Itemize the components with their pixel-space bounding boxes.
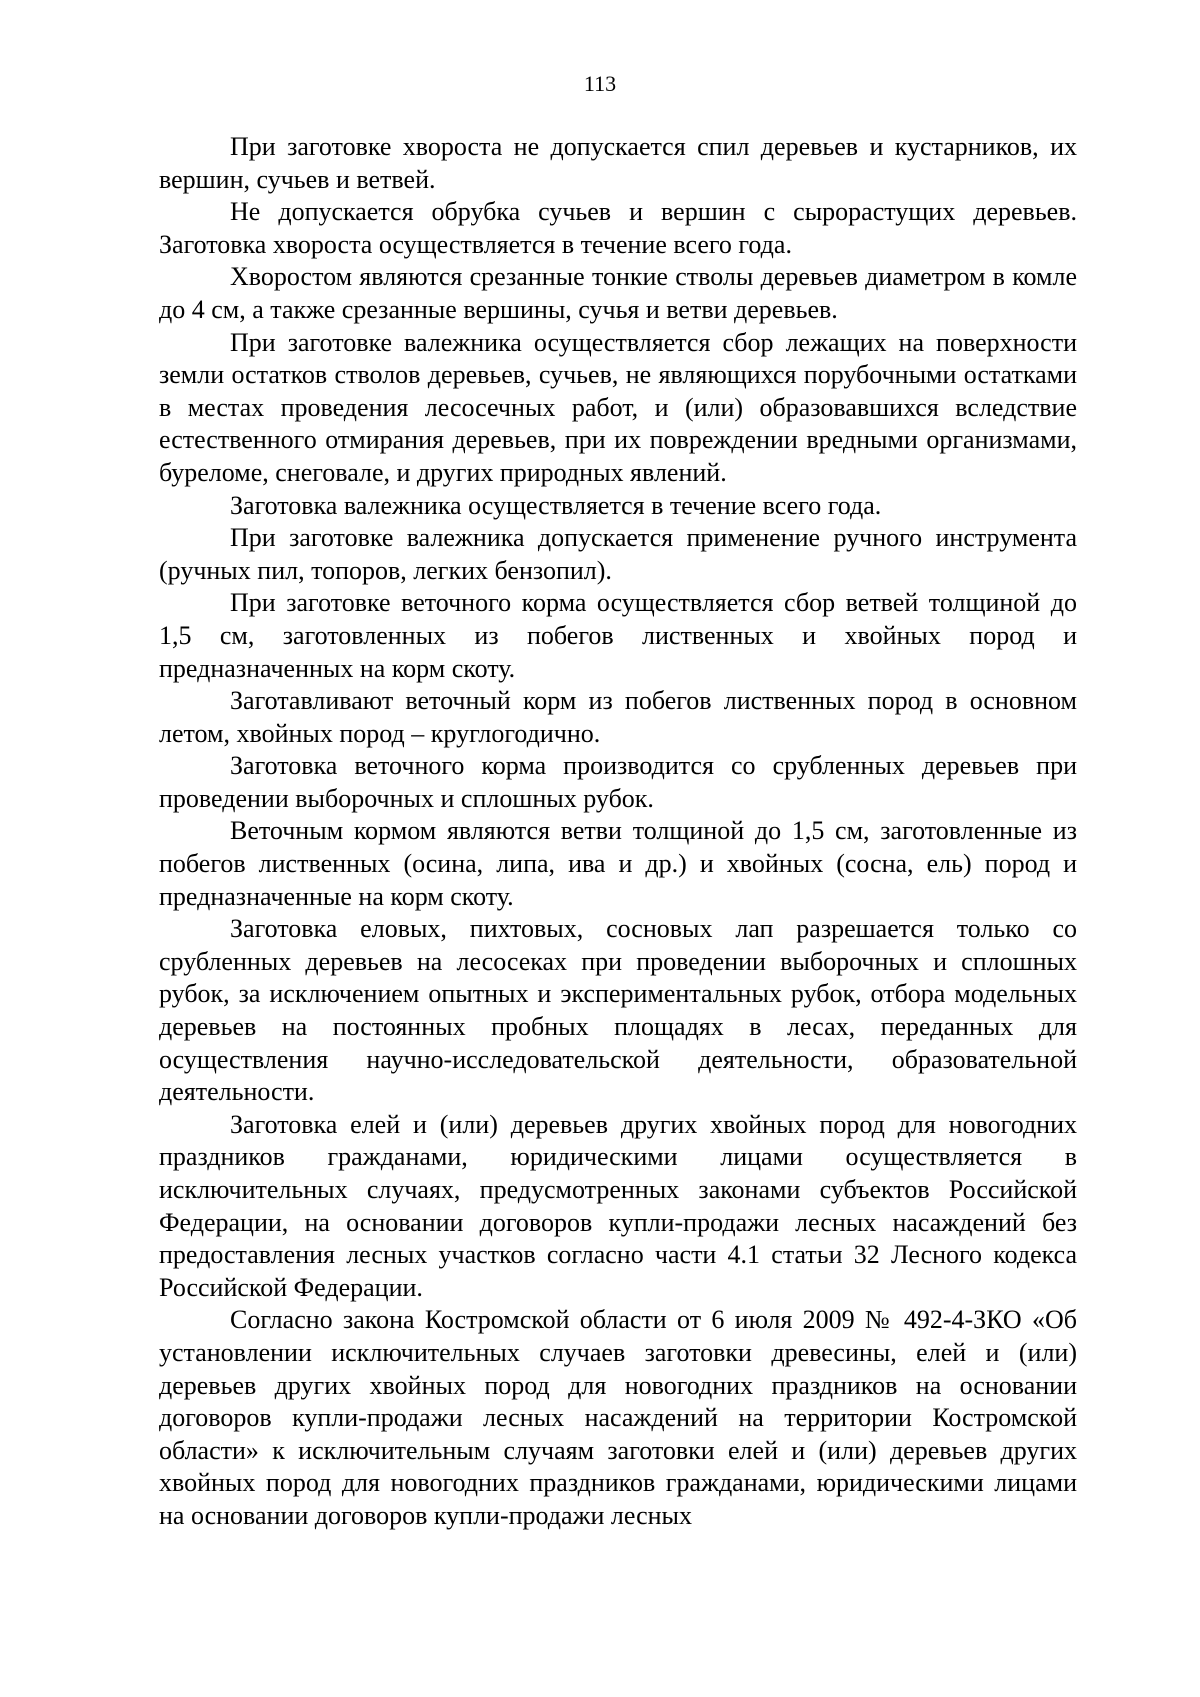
paragraph-10: Веточным кормом являются ветви толщиной до 1,5 см, заготовленные из побегов лиственных (осина, липа, ива и др.) и хвойных (сосна, ель) пород и предназначенные на корм скоту. <box>159 816 1077 911</box>
paragraph-13: Согласно закона Костромской области от 6 июля 2009 № 492-4-ЗКО «Об установлении исключительных случаев заготовки древесины, елей и (или) деревьев других хвойных пород для новогодних праздников на основании договоров купли-продажи лесных насаждений на территории Костромской области» к исключительным случаям заготовки елей и (или) деревьев других хвойных пород для новогодних праздников гражданами, юридическими лицами на основании договоров купли-продажи лесных <box>159 1305 1077 1530</box>
page-number: 113 <box>583 71 617 96</box>
paragraph-8: Заготавливают веточный корм из побегов лиственных пород в основном летом, хвойных пород – круглогодично. <box>159 686 1077 748</box>
paragraph-5: Заготовка валежника осуществляется в течение всего года. <box>230 490 882 520</box>
paragraph-12: Заготовка елей и (или) деревьев других хвойных пород для новогодних праздников гражданами, юридическими лицами осуществляется в исключительных случаях, предусмотренных законами субъектов Российской Федерации, на основании договоров купли-продажи лесных насаждений без предоставления лесных участков согласно части 4.1 статьи 32 Лесного кодекса Российской Федерации. <box>159 1109 1077 1302</box>
paragraph-11: Заготовка еловых, пихтовых, сосновых лап разрешается только со срубленных деревьев на лесосеках при проведении выборочных и сплошных рубок, за исключением опытных и экспериментальных рубок, отбора модельных деревьев на постоянных пробных площадях в лесах, переданных для осуществления научно-исследовательской деятельности, образовательной деятельности. <box>159 914 1077 1107</box>
paragraph-2: Не допускается обрубка сучьев и вершин с сырорастущих деревьев. Заготовка хвороста осуществляется в течение всего года. <box>159 197 1077 259</box>
paragraph-4: При заготовке валежника осуществляется сбор лежащих на поверхности земли остатков стволов деревьев, сучьев, не являющихся порубочными остатками в местах проведения лесосечных работ, и (или) образовавшихся вследствие естественного отмирания деревьев, при их повреждении вредными организмами, буреломе, снеговале, и других природных явлений. <box>159 327 1077 487</box>
paragraph-6: При заготовке валежника допускается применение ручного инструмента (ручных пил, топоров, легких бензопил). <box>159 523 1077 585</box>
paragraph-7: При заготовке веточного корма осуществляется сбор ветвей толщиной до 1,5 см, заготовленных из побегов лиственных и хвойных пород и предназначенных на корм скоту. <box>159 588 1077 683</box>
paragraph-3: Хворостом являются срезанные тонкие стволы деревьев диаметром в комле до 4 см, а также срезанные вершины, сучья и ветви деревьев. <box>159 262 1077 324</box>
paragraph-9: Заготовка веточного корма производится со срубленных деревьев при проведении выборочных и сплошных рубок. <box>159 751 1077 813</box>
paragraph-1: При заготовке хвороста не допускается спил деревьев и кустарников, их вершин, сучьев и ветвей. <box>159 132 1077 194</box>
body-text <box>159 131 1077 1533</box>
